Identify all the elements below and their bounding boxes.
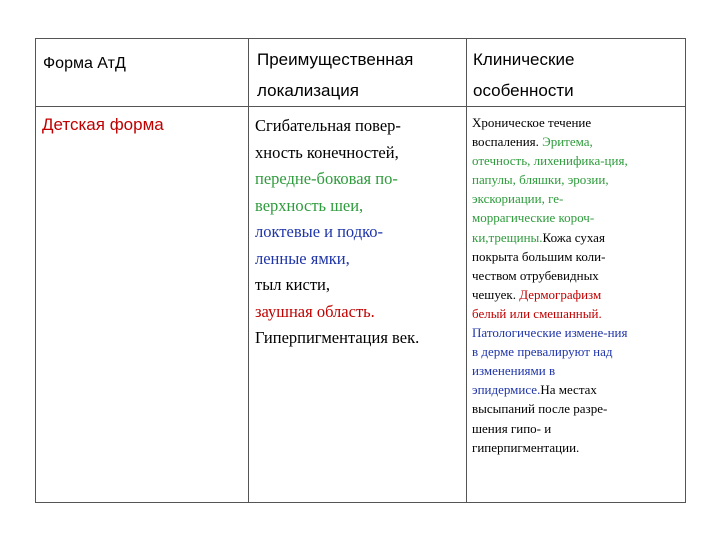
clinical-line (472, 304, 685, 323)
header-cell-clinical (467, 39, 686, 107)
atd-table (35, 38, 686, 503)
header-form: Форма АтД (43, 55, 126, 72)
clinical-line (472, 170, 685, 189)
clinical-line (472, 323, 685, 342)
header-localization (249, 39, 466, 106)
clinical-segment: шения гипо- и (472, 420, 552, 436)
clinical-segment: папулы, бляшки, эрозии, (472, 172, 609, 188)
clinical-line (472, 342, 685, 361)
localization-line: локтевые и подко- (255, 222, 384, 241)
body-row (36, 107, 686, 503)
clinical-line (472, 380, 685, 399)
clinical-segment: Эритема, (542, 134, 593, 150)
header-localization-line1: Преимущественная (257, 50, 414, 69)
localization-cell (249, 107, 467, 503)
clinical-line (472, 113, 685, 132)
clinical-segment: белый или смешанный. (472, 305, 602, 321)
localization-text (249, 107, 466, 352)
clinical-line (472, 247, 685, 266)
clinical-line (472, 419, 685, 438)
localization-line: верхность шеи, (255, 195, 364, 215)
localization-line: тыл кисти, (255, 275, 330, 294)
clinical-segment: Кожа сухая (542, 229, 605, 245)
clinical-segment: изменениями в (472, 363, 556, 379)
clinical-segment: Хроническое течение (472, 115, 592, 130)
clinical-cell (467, 107, 686, 503)
clinical-line (472, 438, 685, 457)
clinical-line (472, 399, 685, 418)
clinical-line (472, 189, 685, 208)
clinical-segment: чеством отрубевидных (472, 267, 599, 283)
clinical-segment: На местах (540, 382, 597, 398)
clinical-segment: эпидермисе. (472, 382, 541, 398)
header-clinical-line1: Клинические (473, 50, 575, 69)
localization-line: ленные ямки, (255, 248, 350, 268)
clinical-segment: ки,трещины. (472, 229, 543, 245)
clinical-segment: экскориации, ге- (472, 191, 564, 207)
localization-line: Гиперпигментация век. (255, 328, 420, 347)
clinical-segment: отечность, лихенифика-ция, (472, 153, 628, 169)
clinical-segment: моррагические короч- (472, 210, 595, 226)
clinical-text (467, 107, 685, 457)
clinical-line (472, 151, 685, 170)
clinical-segment: чешуек. (472, 286, 520, 302)
header-localization-line2: локализация (257, 81, 359, 100)
clinical-line (472, 228, 685, 247)
clinical-line (472, 266, 685, 285)
localization-line: Сгибательная повер- (255, 116, 401, 135)
clinical-segment: высыпаний после разре- (472, 401, 608, 417)
localization-line: заушная область. (255, 301, 375, 321)
clinical-line (472, 208, 685, 227)
header-clinical-line2: особенности (473, 81, 574, 100)
clinical-segment: воспаления. (472, 134, 543, 150)
clinical-line (472, 285, 685, 304)
clinical-segment: Дермографизм (519, 286, 602, 302)
clinical-segment: покрыта большим коли- (472, 248, 606, 264)
header-clinical (467, 39, 685, 106)
header-cell-form (36, 39, 249, 107)
header-row (36, 39, 686, 107)
localization-line: передне-боковая по- (255, 169, 398, 188)
form-name: Детская форма (42, 115, 164, 134)
clinical-segment: Патологические измене-ния (472, 325, 628, 341)
clinical-segment: в дерме превалируют над (472, 344, 613, 360)
clinical-line (472, 132, 685, 151)
localization-line: хность конечностей, (255, 142, 399, 162)
form-cell (36, 107, 249, 503)
clinical-line (472, 361, 685, 380)
header-cell-localization (249, 39, 467, 107)
clinical-segment: гиперпигментации. (472, 439, 580, 455)
